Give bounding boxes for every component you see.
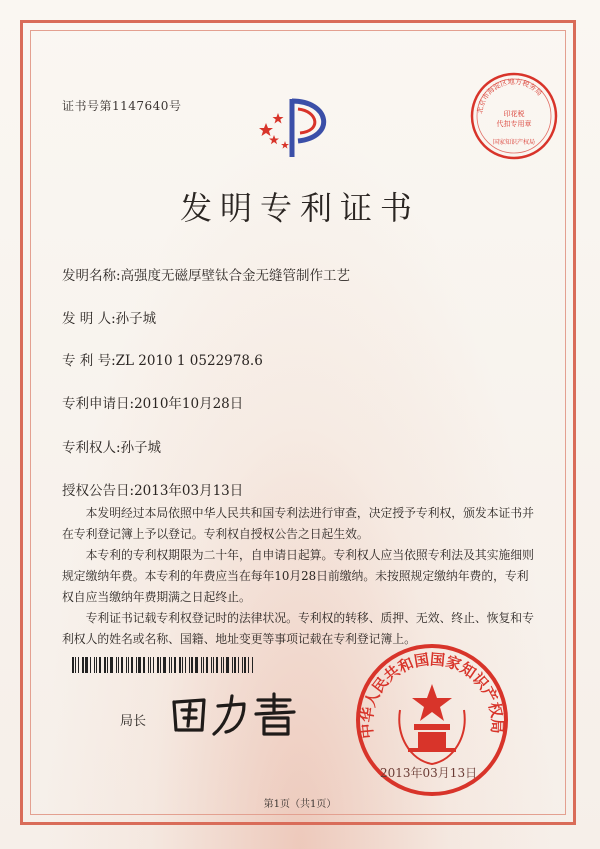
barcode-bar (216, 657, 218, 673)
barcode-bar (203, 657, 204, 673)
barcode-bar (185, 657, 186, 673)
filing-date-label: 专利申请日: (62, 396, 135, 412)
barcode-bar (160, 657, 161, 673)
barcode-bar (138, 657, 141, 673)
barcode-bar (131, 657, 133, 673)
grant-date-label: 授权公告日: (62, 483, 135, 499)
barcode-bar (234, 657, 236, 673)
barcode-bar (211, 657, 212, 673)
svg-text:中华人民共和国国家知识产权局: 中华人民共和国国家知识产权局 (357, 650, 507, 740)
barcode-bar (121, 657, 123, 673)
barcode-bar (163, 657, 166, 673)
sipo-logo-icon (252, 93, 342, 161)
invention-name-label: 发明名称: (62, 268, 121, 284)
barcode-bar (118, 657, 119, 673)
patentee-value: 孙子城 (120, 440, 162, 456)
barcode-bar (252, 657, 253, 673)
grant-date-row (62, 479, 243, 499)
barcode-bar (221, 657, 222, 673)
page-indicator: 第1页（共1页） (263, 799, 337, 810)
barcode-bar (110, 657, 113, 673)
barcode-bar (90, 657, 91, 673)
barcode-bar (206, 657, 208, 673)
barcode-bar (242, 657, 243, 673)
svg-text:印花税: 印花税 (503, 110, 525, 118)
barcode-bar (128, 657, 129, 673)
barcode-bar (171, 657, 172, 673)
seal-date: 2013年03月13日 (380, 766, 478, 780)
grant-date-value: 2013年03月13日 (134, 483, 244, 499)
barcode-bar (191, 657, 193, 673)
barcode-bar (226, 657, 229, 673)
body-paragraph-2: 本专利的专利权期限为二十年，自申请日起算。专利权人应当依照专利法及其实施细则规定缴纳年费。本专利的年费应当在每年10月28日前缴纳。未按照规定缴纳年费的，专利权自应当缴纳年费期满之日起终止。 (62, 548, 534, 604)
barcode-bar (94, 657, 95, 673)
barcode-bar (153, 657, 154, 673)
barcode-bar (85, 657, 88, 673)
barcode (72, 657, 254, 673)
document-title: 发明专利证书 (179, 189, 420, 227)
barcode-bar (107, 657, 108, 673)
barcode-bar (99, 657, 101, 673)
barcode-bar (213, 657, 214, 673)
barcode-bar (78, 657, 79, 673)
barcode-bar (136, 657, 137, 673)
barcode-bar (248, 657, 249, 673)
barcode-bar (238, 657, 239, 673)
barcode-bar (72, 657, 74, 673)
svg-text:北京市海淀区地方税务局: 北京市海淀区地方税务局 (475, 77, 544, 115)
filing-date-row (62, 392, 243, 412)
certificate-body (62, 503, 538, 650)
barcode-bar (148, 657, 149, 673)
invention-name-value: 高强度无磁厚壁钛合金无缝管制作工艺 (120, 268, 351, 284)
barcode-bar (116, 657, 117, 673)
barcode-bar (232, 657, 233, 673)
barcode-bar (195, 657, 198, 673)
inventor-value: 孙子城 (115, 311, 157, 327)
svg-text:代扣专用章: 代扣专用章 (496, 120, 532, 128)
director-label: 局长 (120, 714, 147, 729)
barcode-bar (201, 657, 202, 673)
barcode-bar (96, 657, 97, 673)
barcode-bar (182, 657, 183, 673)
barcode-bar (244, 657, 246, 673)
barcode-bar (223, 657, 224, 673)
certificate-number: 证书号第1147640号 (62, 99, 182, 113)
barcode-bar (174, 657, 176, 673)
body-paragraph-1: 本发明经过本局依照中华人民共和国专利法进行审查，决定授予专利权，颁发本证书并在专利登记簿上予以登记。专利权自授权公告之日起生效。 (62, 506, 534, 541)
svg-text:国家知识产权局: 国家知识产权局 (492, 139, 536, 146)
barcode-bar (189, 657, 190, 673)
filing-date-value: 2010年10月28日 (134, 396, 244, 412)
barcode-bar (126, 657, 127, 673)
patent-number-value: ZL 2010 1 0522978.6 (115, 353, 263, 369)
barcode-bar (150, 657, 151, 673)
tax-seal-stamp (468, 70, 560, 162)
patent-number-row (62, 349, 263, 369)
barcode-bar (169, 657, 170, 673)
barcode-bar (157, 657, 159, 673)
barcode-bar (104, 657, 106, 673)
invention-name-row (62, 264, 350, 284)
patentee-row (62, 436, 161, 456)
inventor-row (62, 307, 156, 327)
barcode-bar (75, 657, 76, 673)
barcode-bar (143, 657, 145, 673)
inventor-label: 发 明 人: (62, 311, 116, 327)
body-paragraph-3: 专利证书记载专利权登记时的法律状况。专利权的转移、质押、无效、终止、恢复和专利权人的姓名或名称、国籍、地址变更等事项记载在专利登记簿上。 (62, 611, 534, 646)
patent-number-label: 专 利 号: (62, 353, 116, 369)
patentee-label: 专利权人: (62, 440, 121, 456)
barcode-bar (82, 657, 84, 673)
director-signature (166, 690, 306, 738)
barcode-bar (179, 657, 181, 673)
